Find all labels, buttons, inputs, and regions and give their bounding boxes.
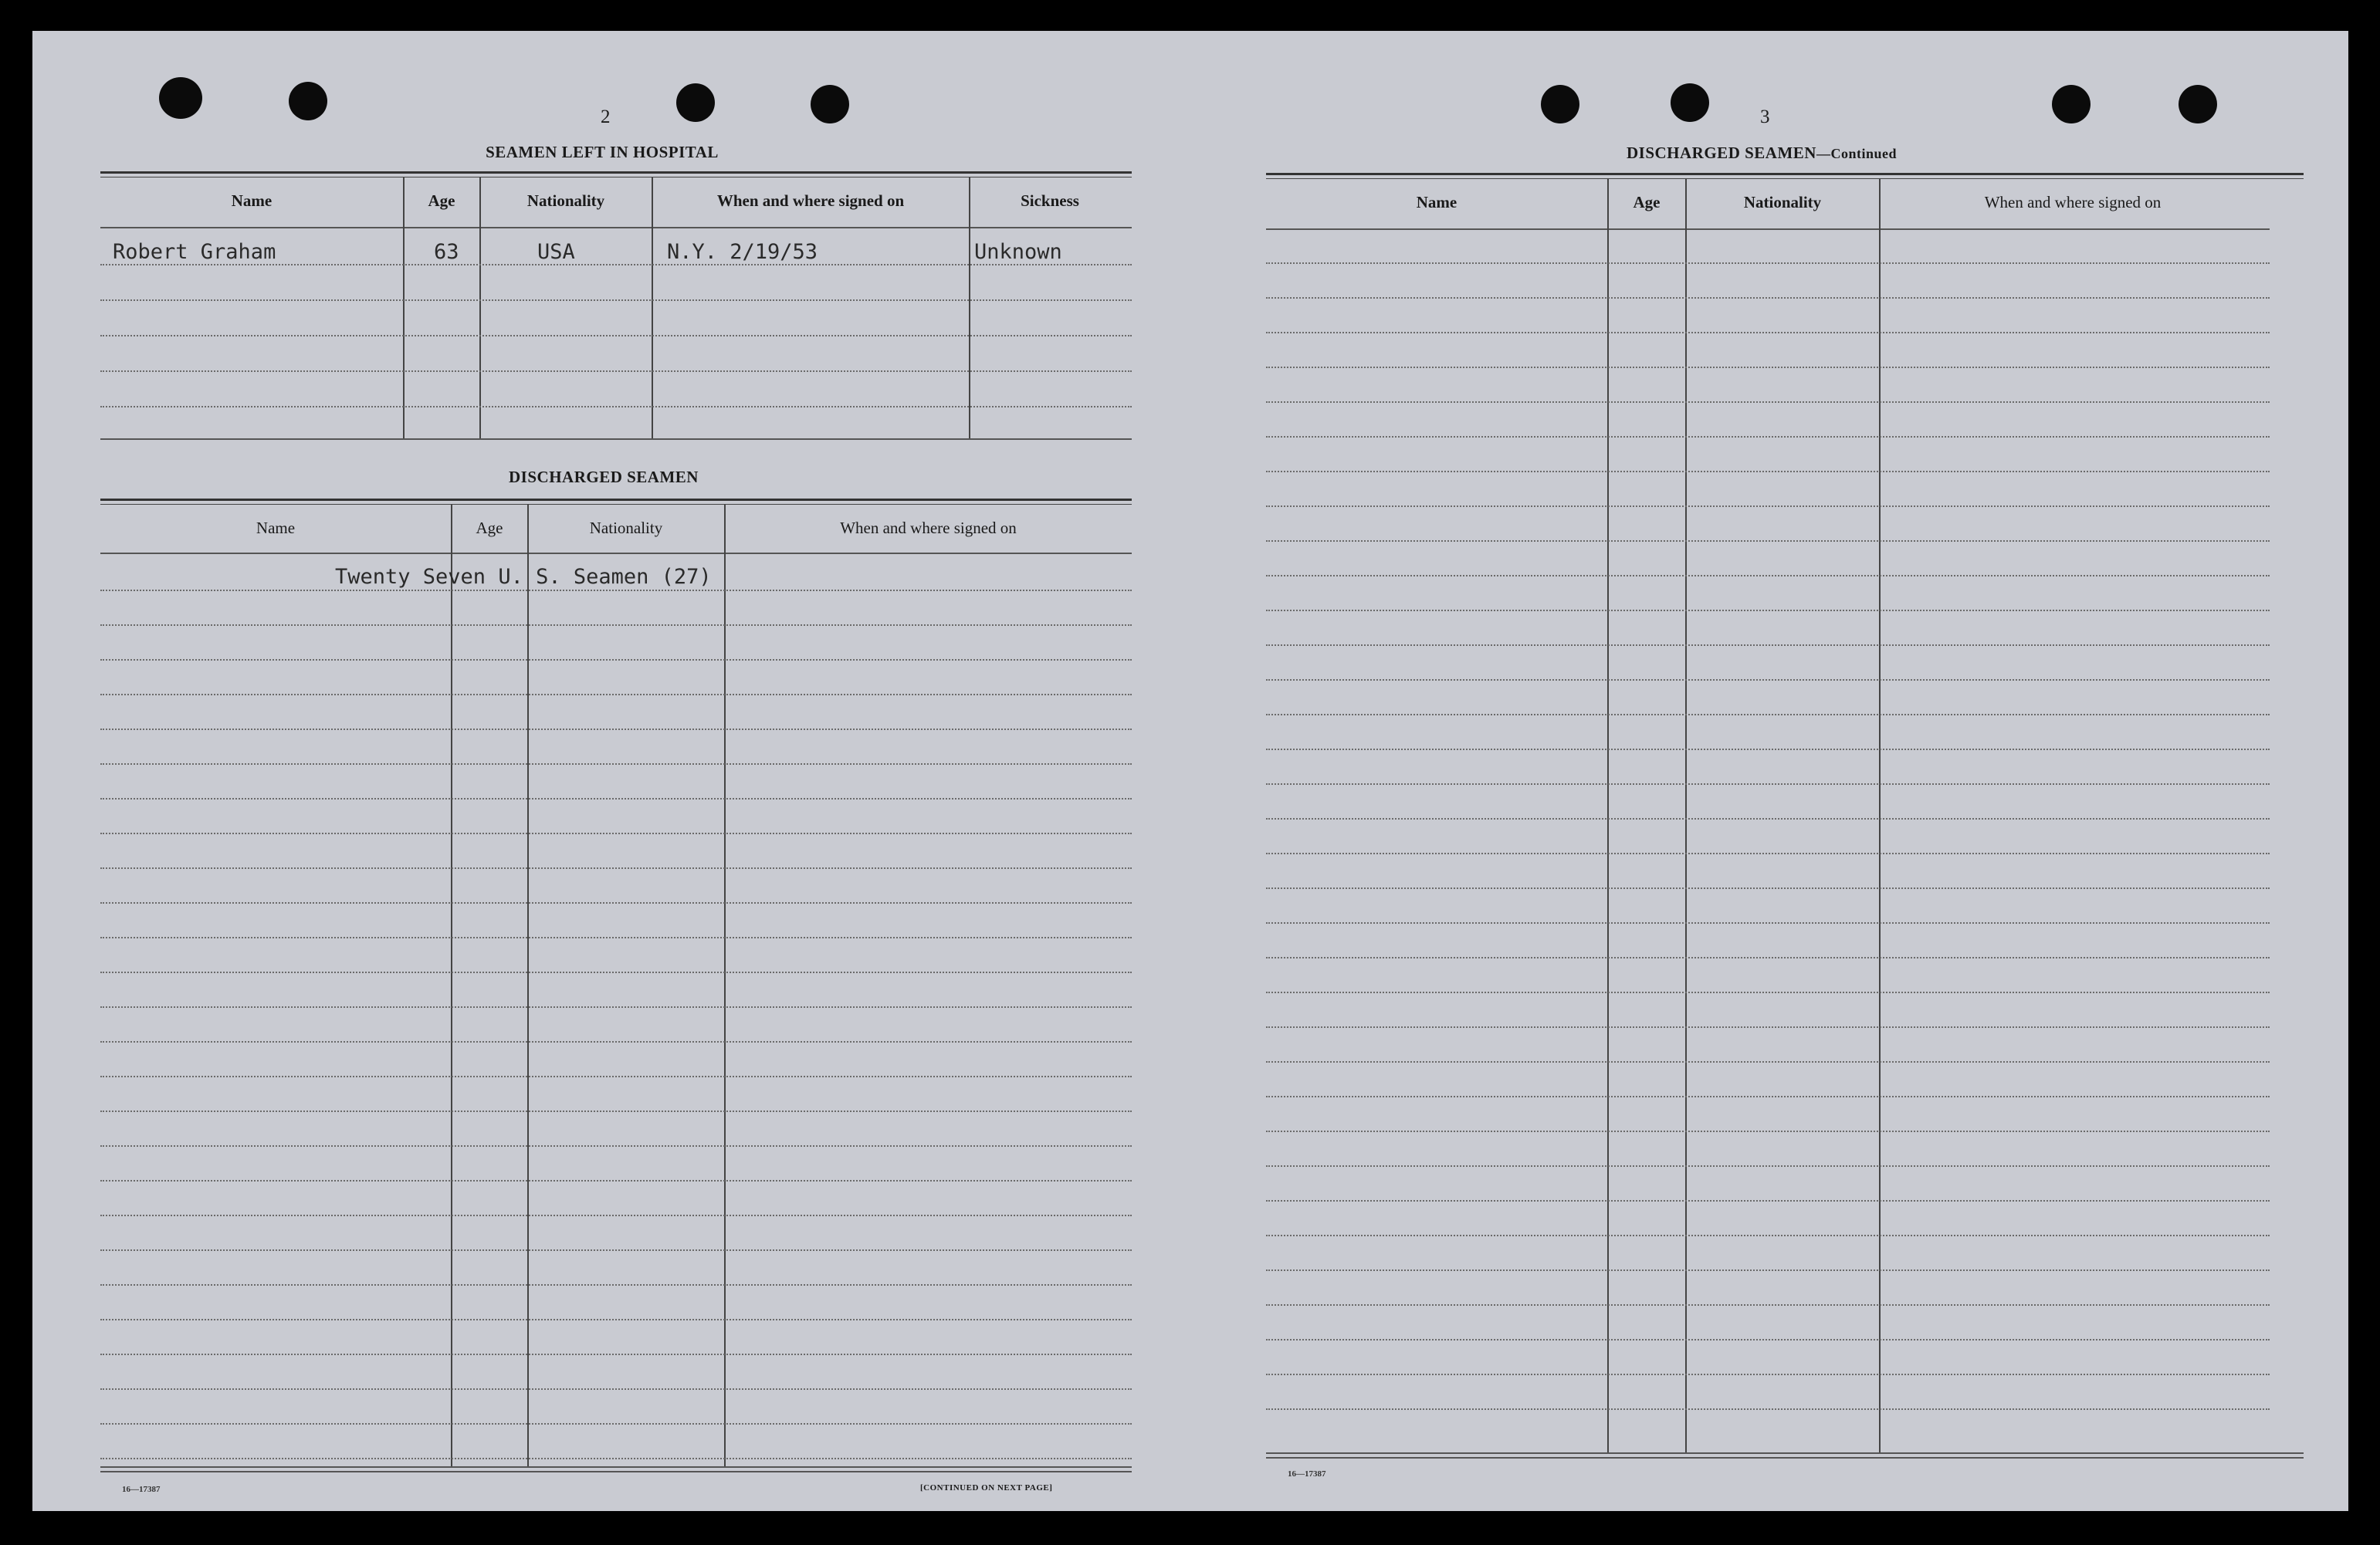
row-line	[1266, 1339, 2270, 1340]
punch-hole	[159, 77, 202, 119]
form-number-left: 16—17387	[122, 1485, 161, 1494]
discharged-header-rule	[100, 553, 1132, 554]
row-line	[1266, 505, 2270, 507]
discharged-continued-title-suffix: —Continued	[1816, 146, 1897, 161]
page-number-left: 2	[601, 106, 611, 127]
punch-hole	[289, 82, 327, 120]
discharged-section-title: DISCHARGED SEAMEN	[509, 468, 699, 486]
row-line	[1266, 1096, 2270, 1097]
punch-hole	[2179, 85, 2217, 123]
row-line	[1266, 679, 2270, 681]
row-line	[1266, 992, 2270, 993]
discharged-col-divider	[724, 505, 726, 1466]
row-line	[1266, 1026, 2270, 1028]
discharged-col-divider	[451, 505, 452, 1466]
hospital-row-line	[100, 370, 1132, 372]
row-line	[100, 867, 1132, 869]
page-number-right: 3	[1760, 106, 1770, 127]
row-line	[1266, 367, 2270, 368]
right-header-nationality: Nationality	[1743, 193, 1822, 211]
row-line	[1266, 610, 2270, 611]
discharged-table-top-rule	[100, 499, 1132, 505]
hospital-row-sickness: Unknown	[974, 240, 1062, 264]
row-line	[1266, 1165, 2270, 1167]
row-line	[1266, 1408, 2270, 1410]
row-line	[1266, 922, 2270, 924]
row-line	[1266, 575, 2270, 576]
row-line	[1266, 1304, 2270, 1306]
punch-hole	[811, 85, 849, 123]
row-line	[1266, 1061, 2270, 1063]
hospital-header-nationality: Nationality	[526, 191, 605, 210]
punch-hole	[2052, 85, 2091, 123]
hospital-col-divider	[403, 177, 405, 438]
row-line	[100, 694, 1132, 695]
row-line	[100, 1111, 1132, 1112]
row-line	[1266, 957, 2270, 958]
row-line	[1266, 1200, 2270, 1202]
row-line	[1266, 714, 2270, 715]
row-line	[1266, 1235, 2270, 1236]
right-header-signed-on: When and where signed on	[1984, 193, 2162, 211]
punch-hole	[1671, 83, 1709, 122]
row-line	[100, 1215, 1132, 1216]
hospital-row-signed-on: N.Y. 2/19/53	[667, 240, 818, 264]
discharged-table-bottom-rule	[100, 1471, 1132, 1472]
row-line	[1266, 818, 2270, 820]
row-line	[1266, 262, 2270, 264]
discharged-col-divider	[527, 505, 529, 1466]
hospital-row-nationality: USA	[537, 240, 575, 264]
row-line	[100, 798, 1132, 800]
discharged-continued-title	[1576, 144, 1947, 163]
right-header-name: Name	[1416, 193, 1457, 211]
right-table-bottom-rule	[1266, 1452, 2304, 1454]
hospital-header-signed-on: When and where signed on	[716, 191, 905, 210]
right-col-divider	[1879, 179, 1881, 1452]
right-col-divider	[1685, 179, 1687, 1452]
right-header-age: Age	[1633, 193, 1661, 211]
row-line	[100, 590, 1132, 591]
right-table-top-rule	[1266, 173, 2304, 179]
discharged-header-name: Name	[256, 519, 296, 537]
row-line	[100, 624, 1132, 626]
punch-hole	[676, 83, 715, 122]
hospital-row-line	[100, 335, 1132, 336]
row-line	[1266, 749, 2270, 750]
hospital-col-divider	[479, 177, 481, 438]
row-line	[1266, 853, 2270, 854]
row-line	[100, 1076, 1132, 1077]
hospital-table-top-rule	[100, 171, 1132, 177]
row-line	[1266, 471, 2270, 472]
discharged-header-signed-on: When and where signed on	[840, 519, 1017, 537]
hospital-row-line	[100, 299, 1132, 301]
row-line	[1266, 332, 2270, 333]
row-line	[100, 1145, 1132, 1147]
row-line	[100, 1006, 1132, 1008]
hospital-row-name: Robert Graham	[113, 240, 276, 264]
hospital-header-sickness: Sickness	[1021, 191, 1079, 210]
hospital-row-age: 63	[434, 240, 459, 264]
hospital-col-divider	[969, 177, 970, 438]
row-line	[100, 1354, 1132, 1355]
row-line	[100, 1319, 1132, 1320]
right-col-divider	[1607, 179, 1609, 1452]
hospital-row-line	[100, 264, 1132, 265]
row-line	[1266, 540, 2270, 542]
right-header-rule	[1266, 228, 2270, 230]
row-line	[100, 833, 1132, 834]
row-line	[1266, 401, 2270, 403]
row-line	[1266, 297, 2270, 299]
row-line	[100, 972, 1132, 973]
row-line	[1266, 436, 2270, 438]
row-line	[1266, 1131, 2270, 1132]
discharged-header-nationality: Nationality	[589, 519, 663, 537]
row-line	[100, 1180, 1132, 1182]
row-line	[100, 1041, 1132, 1043]
row-line	[1266, 644, 2270, 646]
punch-hole	[1541, 85, 1579, 123]
row-line	[100, 1458, 1132, 1459]
hospital-table-bottom-rule	[100, 438, 1132, 440]
hospital-header-age: Age	[428, 191, 455, 210]
row-line	[100, 659, 1132, 661]
right-table-bottom-rule	[1266, 1457, 2304, 1459]
row-line	[1266, 783, 2270, 785]
row-line	[100, 763, 1132, 765]
row-line	[1266, 1374, 2270, 1375]
row-line	[1266, 887, 2270, 889]
row-line	[100, 729, 1132, 730]
row-line	[100, 1423, 1132, 1425]
row-line	[1266, 1269, 2270, 1271]
discharged-continued-title-main: DISCHARGED SEAMEN	[1627, 144, 1816, 162]
row-line	[100, 1388, 1132, 1390]
form-number-right: 16—17387	[1288, 1469, 1326, 1479]
discharged-table-bottom-rule	[100, 1466, 1132, 1468]
discharged-header-age: Age	[476, 519, 503, 537]
row-line	[100, 902, 1132, 904]
hospital-header-name: Name	[231, 191, 273, 210]
document-sheet	[32, 31, 2348, 1511]
row-line	[100, 937, 1132, 938]
row-line	[100, 1249, 1132, 1251]
discharged-entry: Twenty Seven U. S. Seamen (27)	[335, 565, 712, 589]
continued-note: [CONTINUED ON NEXT PAGE]	[920, 1483, 1053, 1493]
hospital-section-title: SEAMEN LEFT IN HOSPITAL	[486, 143, 719, 161]
hospital-col-divider	[652, 177, 653, 438]
hospital-header-rule	[100, 227, 1132, 228]
row-line	[100, 1284, 1132, 1286]
hospital-row-line	[100, 406, 1132, 407]
